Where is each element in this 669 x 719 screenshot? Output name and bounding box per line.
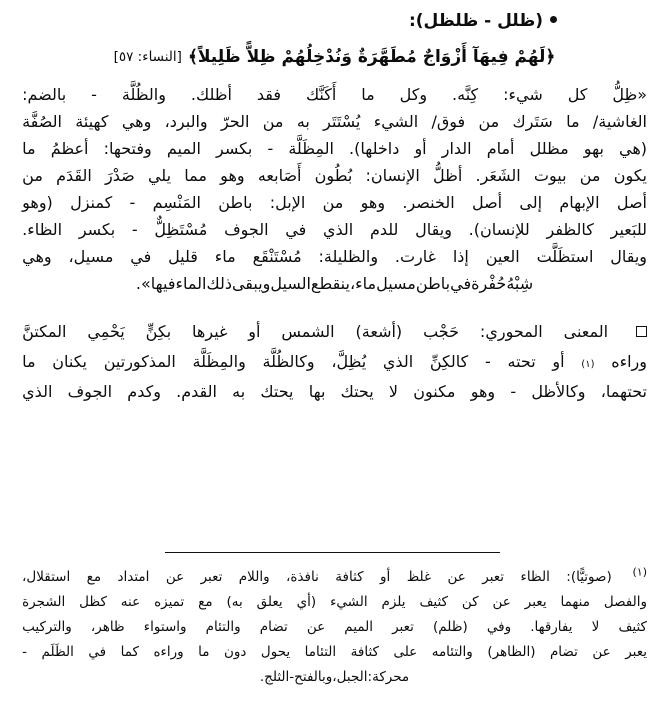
quran-verse-reference: [النساء: ٥٧] (113, 49, 182, 65)
word: قليل (168, 247, 198, 266)
word: كثافة (335, 569, 364, 585)
word: يلي (147, 166, 172, 185)
word: والبرد، (164, 112, 208, 131)
word: كن (461, 594, 479, 610)
word: وكل (399, 85, 428, 104)
word: داخلها). (349, 139, 400, 158)
square-bullet-icon (636, 326, 647, 337)
word: والمِظَلَّة (192, 352, 246, 371)
word: وراءه (611, 352, 647, 371)
word: للإنسان). (468, 220, 530, 239)
core-meaning-paragraph (22, 317, 647, 407)
word: كالظفر (546, 220, 594, 239)
word: في (88, 644, 107, 660)
definition-line (22, 216, 647, 243)
word: «ظِلُّ (612, 85, 647, 104)
word: لا (591, 619, 600, 635)
word: تحتهما، (600, 382, 647, 401)
word: كل (567, 85, 588, 104)
word: الميم (166, 139, 201, 158)
word: ما (566, 112, 580, 131)
word: نافذة، (286, 569, 319, 585)
word: الماء (175, 274, 207, 293)
entry-heading (0, 0, 669, 34)
word: باطن (415, 274, 451, 293)
word: يفارقها. (530, 619, 573, 635)
word: مع (198, 594, 213, 610)
word: تعبر (200, 569, 223, 585)
word: يكنان (52, 352, 88, 371)
footnote-block (22, 565, 647, 690)
word: المذكورتين (103, 352, 176, 371)
footnote-separator (165, 552, 500, 553)
word: بهو (583, 139, 604, 158)
word: ما (22, 352, 36, 371)
word: وكالظُلَّة (262, 352, 315, 371)
word: وفي (486, 619, 512, 635)
word: عن (165, 569, 185, 585)
definition-line (22, 135, 647, 162)
word: - (510, 382, 517, 401)
word: بكسر (78, 220, 116, 239)
word: مسيل، (68, 247, 114, 266)
word: على (393, 644, 418, 660)
word: ما (198, 644, 210, 660)
word: والتئامه (431, 644, 473, 660)
word: فيها». (135, 274, 176, 293)
word: الجوف (224, 220, 269, 239)
definition-line (22, 270, 647, 297)
word: - (484, 352, 491, 371)
word: تحته (507, 352, 536, 371)
word: ما (22, 139, 36, 158)
word: يحول (260, 644, 291, 660)
word: وهي (121, 112, 152, 131)
word: في (285, 220, 307, 239)
word: يُظِلَّ، (331, 352, 367, 371)
word: به (296, 112, 310, 131)
word: حُفْرة (471, 274, 507, 293)
word: - (129, 193, 136, 212)
word: المحوري: (479, 322, 543, 341)
word: ماء (214, 247, 236, 266)
word: ويبقى (231, 274, 271, 293)
word: إلى (519, 193, 543, 212)
word: تعبر (392, 619, 414, 635)
word: يَحْمِي (87, 322, 125, 341)
word: وبالفتح (294, 669, 333, 685)
footnote-line (22, 565, 647, 590)
word: الجبل، (332, 669, 368, 685)
word: أَصَابعه (257, 166, 302, 185)
word: بيوت (533, 166, 567, 185)
footnote-line (22, 640, 647, 665)
core-meaning-marker (629, 317, 647, 347)
word: ينقطع (310, 274, 350, 293)
word: من (478, 112, 500, 131)
word: يلزم (381, 594, 406, 610)
definition-line (22, 108, 647, 135)
word: به (232, 382, 246, 401)
word: الإبل: (269, 193, 306, 212)
word: السيل (270, 274, 311, 293)
word: حَجْب (423, 322, 460, 341)
word: كما (120, 644, 139, 660)
quran-verse-text: ﴿لَهُمْ فِيهَآ أَزْوَاجٌ مُطَهَّرَةٌ وَنُدْخِلُهُمْ ظِلاًّ ظَلِيلاً﴾ (187, 47, 556, 67)
word: عنه (120, 594, 141, 610)
word: مُسْتَنْقَع (252, 247, 302, 266)
definition-paragraph (22, 81, 647, 297)
word: الدار (441, 139, 472, 158)
word: الظَلَم (41, 644, 74, 660)
word: - (289, 669, 295, 685)
word: عن (447, 569, 466, 585)
word: كِنَّه. (452, 85, 479, 104)
word: الشجرة (22, 594, 66, 610)
core-meaning-line (22, 317, 647, 347)
word: تميزه (154, 594, 185, 610)
word: عن (492, 594, 511, 610)
word: بكِنٍّ (145, 322, 172, 341)
word: من (22, 166, 43, 185)
word: أو (414, 139, 427, 158)
word: أَكَنَّك (305, 85, 337, 104)
quran-verse-line (0, 43, 669, 71)
word: ماء، (349, 274, 377, 293)
word: وكدم (127, 382, 161, 401)
definition-line (22, 189, 647, 216)
word: ما (361, 85, 375, 104)
footnote-line (22, 615, 647, 640)
word: الظاء (520, 569, 550, 585)
definition-line (22, 243, 647, 270)
word: الجوف (67, 382, 113, 401)
word: في (130, 247, 152, 266)
word: الإنسان: (365, 166, 420, 185)
word: أو (552, 352, 565, 371)
word: الثلج. (259, 669, 290, 685)
word: إذا (452, 247, 469, 266)
word: والظُلَّة (121, 85, 166, 104)
word: من (322, 193, 344, 212)
word: الشَعَر. (475, 166, 521, 185)
word: باطن (218, 193, 253, 212)
word: المِظَلَّة (288, 139, 334, 158)
word: أعظمُ (50, 139, 89, 158)
word: (ظلم) (433, 619, 468, 635)
word: المكتنَّ (22, 322, 67, 341)
word: بكسر (215, 139, 253, 158)
word: الإبهام (559, 193, 600, 212)
word: الشيء (373, 112, 419, 131)
word: مظلل (529, 139, 569, 158)
word: وهي (22, 247, 52, 266)
word: منهما (560, 594, 590, 610)
word: امتداد (117, 569, 150, 585)
footnote-line (22, 590, 647, 615)
word: تضام (259, 619, 288, 635)
word: أصل (616, 193, 647, 212)
word: الشيء (330, 594, 368, 610)
word: (هي (618, 139, 647, 158)
word: واللام (238, 569, 270, 585)
word: استقلال، (22, 569, 71, 585)
word: يعلق (256, 594, 283, 610)
core-meaning-line: وراءه (١) أو تحته - كالكِنِّ الذي يُظِلَّ، وكالظُلَّة والمِظَلَّة المذكورتين يكنان ما (22, 347, 647, 377)
word: بها (308, 382, 326, 401)
word: يعبر (524, 594, 547, 610)
word: وكالأظل (531, 382, 586, 401)
word: أمام (486, 139, 515, 158)
word: لا (388, 382, 399, 401)
word: دون (223, 644, 247, 660)
word: الغاشية/ (592, 112, 647, 131)
word: أو (380, 569, 391, 585)
word: في (450, 274, 472, 293)
word: التئاما (304, 644, 337, 660)
word: ويقال (415, 220, 452, 239)
word: مُسْتَظِلٌّ (154, 220, 208, 239)
word: مما (184, 166, 207, 185)
word: تضام (549, 644, 578, 660)
word: للبَعير (610, 220, 647, 239)
word: شِبْهُ (506, 274, 534, 293)
word: الخنصر. (402, 193, 455, 212)
definition-line (22, 162, 647, 189)
word: أظلُّ (432, 166, 463, 185)
word: به) (226, 594, 243, 610)
word: - (131, 220, 138, 239)
word: غلظ (406, 569, 432, 585)
word: أظلك. (190, 85, 232, 104)
word: العين (485, 247, 520, 266)
word: والتئام (205, 619, 241, 635)
word: الذي (382, 352, 414, 371)
word: ذلك (206, 274, 232, 293)
footnote-marker (628, 565, 647, 590)
word: كالكِنِّ (429, 352, 469, 371)
word: يُسْتَتَر (323, 112, 361, 131)
word: يكون (613, 166, 647, 185)
word: والتركيب (22, 619, 72, 635)
word: مسيل (376, 274, 416, 293)
word: المَنْسِم (152, 193, 201, 212)
word: بالضم: (22, 85, 67, 104)
word: أصل (471, 193, 503, 212)
word: عن (592, 644, 611, 660)
word: المعنى (563, 322, 609, 341)
word: (أشعة) (355, 322, 403, 341)
word: يعبر (625, 644, 647, 660)
word: كثيف (618, 619, 647, 635)
word: - (22, 644, 28, 660)
word: وهو (470, 382, 496, 401)
word: والظليلة: (318, 247, 379, 266)
word: كثافة (350, 644, 379, 660)
word: مع (86, 569, 102, 585)
bullet-icon (550, 16, 557, 23)
word: الذي (22, 382, 53, 401)
word: وهو (360, 193, 386, 212)
word: من (262, 112, 284, 131)
word: الصُفَّة (22, 112, 62, 131)
word: واستواء (143, 619, 187, 635)
word: بُطُون (314, 166, 353, 185)
word: الظاء. (22, 220, 63, 239)
word: كهيئة (75, 112, 109, 131)
word: استظَلَّت (536, 247, 594, 266)
core-meaning-line (22, 377, 647, 407)
word: شيء: (503, 85, 543, 104)
word: الحرّ (220, 112, 250, 131)
word: (الظاهر) (487, 644, 536, 660)
word: القَدَم (56, 166, 92, 185)
word: يحتك (260, 382, 294, 401)
word: فقد (256, 85, 281, 104)
word: من (579, 166, 601, 185)
word: وفتحها: (103, 139, 152, 158)
word: للدم (369, 220, 399, 239)
word: الذي (322, 220, 354, 239)
word: كمنزل (70, 193, 113, 212)
word: والفصل (603, 594, 647, 610)
word: القدم. (176, 382, 217, 401)
word: صَدْرَ (105, 166, 135, 185)
word: (صوتيًّا): (566, 569, 612, 585)
definition-line (22, 81, 647, 108)
word: وهو (220, 166, 245, 185)
footnote-number: (١) (632, 565, 647, 579)
entry-lemma: (ظلل - ظلظل): (408, 11, 543, 31)
word: الميم (344, 619, 373, 635)
word: مكنون (413, 382, 456, 401)
word: (أي (296, 594, 317, 610)
word: الشمس (281, 322, 335, 341)
word: أو (248, 322, 261, 341)
word: محركة: (367, 669, 410, 685)
word: - (91, 85, 97, 104)
word: ظاهر، (90, 619, 125, 635)
footnote-line (22, 665, 647, 690)
word: كظل (79, 594, 107, 610)
word: غارت. (394, 247, 437, 266)
word: تعبر (482, 569, 505, 585)
word: سَتَرك (512, 112, 553, 131)
word: ويقال (610, 247, 647, 266)
word: فوق/ (431, 112, 466, 131)
word: - (267, 139, 274, 158)
word: غيرها (192, 322, 228, 341)
word: كثيف (419, 594, 448, 610)
word: عن (306, 619, 326, 635)
word: وراءه (153, 644, 184, 660)
word: يحتك (340, 382, 374, 401)
word: (وهو (22, 193, 53, 212)
